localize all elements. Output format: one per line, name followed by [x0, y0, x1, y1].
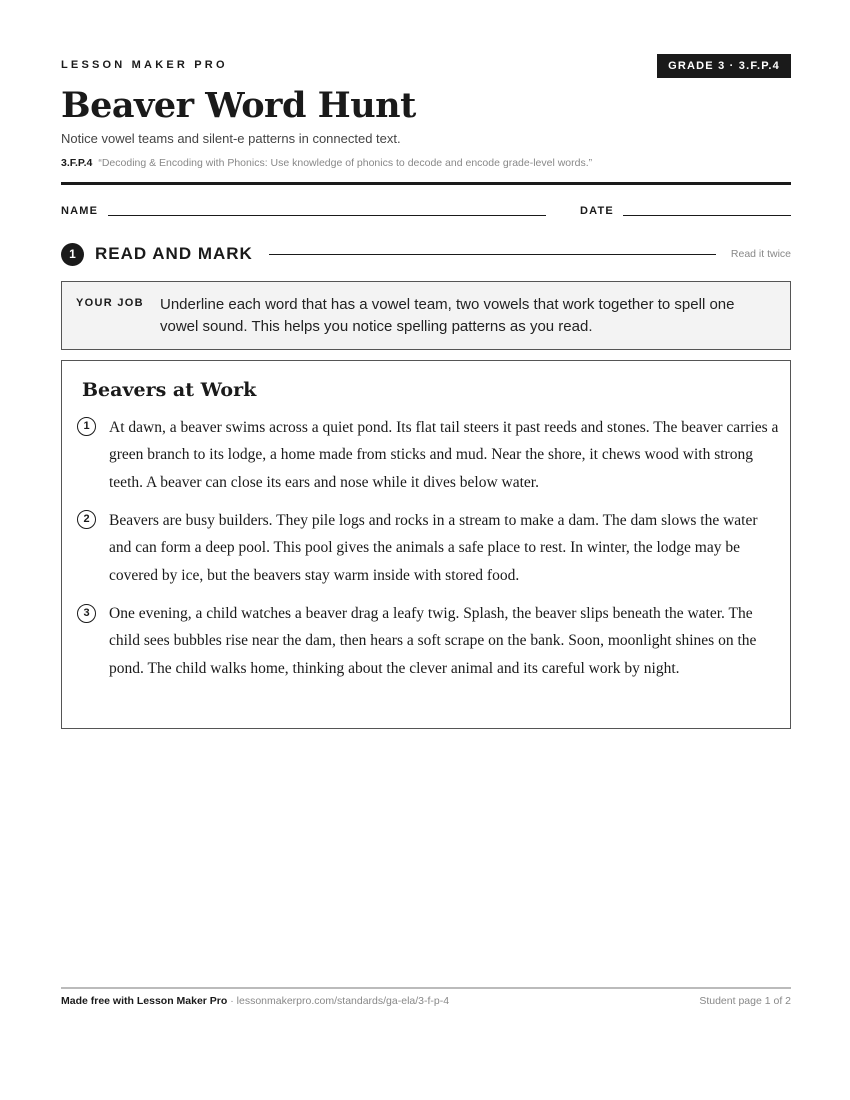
standard-line [61, 157, 592, 169]
section-rule [269, 254, 716, 255]
paragraph-number: 2 [77, 510, 96, 529]
paragraph-number: 1 [77, 417, 96, 436]
brand-name: LESSON MAKER PRO [61, 59, 228, 71]
footer-credit [61, 995, 449, 1007]
header-divider [61, 182, 791, 185]
name-label: NAME [61, 205, 99, 217]
footer-url[interactable]: lessonmakerpro.com/standards/ga-ela/3-f-p-4 [236, 995, 450, 1007]
worksheet-subtitle: Notice vowel teams and silent-e patterns in connected text. [61, 131, 401, 146]
passage-title: Beavers at Work [82, 379, 257, 401]
reading-passage [61, 360, 791, 729]
section-number-badge: 1 [61, 243, 84, 266]
date-field[interactable] [623, 215, 791, 216]
footer-page-info: Student page 1 of 2 [699, 995, 791, 1007]
section-note: Read it twice [730, 248, 791, 260]
job-text: Underline each word that has a vowel team, two vowels that work together to spell one vowel sound. This helps you notice spelling patterns as you read. [160, 296, 735, 335]
standard-code: 3.F.P.4 [61, 157, 93, 169]
passage-paragraph: Beavers are busy builders. They pile logs and rocks in a stream to make a dam. The dam slows the water and can form a deep pool. This pool gives the animals a safe place to rest. In winter, the lodge may be covered by ice, but the beavers stay warm inside with stored food. [109, 512, 758, 584]
passage-paragraph: At dawn, a beaver swims across a quiet pond. Its flat tail steers it past reeds and stones. The beaver carries a green branch to its lodge, a home made from sticks and mud. Near the shore, it chews wood with strong teeth. A beaver can close its ears and nose while it dives below water. [109, 419, 779, 491]
standard-text: “Decoding & Encoding with Phonics: Use knowledge of phonics to decode and encode grade-level words.” [98, 157, 593, 169]
worksheet-page [61, 0, 791, 1100]
passage-paragraph: One evening, a child watches a beaver drag a leafy twig. Splash, the beaver slips beneath the water. The child sees bubbles rise near the dam, then hears a soft scrape on the bank. Soon, moonlight shines on the pond. The child walks home, thinking about the clever animal and its careful work by night. [109, 605, 757, 677]
job-instructions-box [61, 281, 791, 350]
footer-separator: · [227, 995, 237, 1007]
name-field[interactable] [108, 215, 546, 216]
date-label: DATE [580, 205, 614, 217]
job-label: YOUR JOB [76, 297, 144, 309]
footer-divider [61, 987, 791, 989]
paragraph-number: 3 [77, 604, 96, 623]
worksheet-title: Beaver Word Hunt [61, 85, 416, 126]
grade-badge: GRADE 3 · 3.F.P.4 [657, 54, 791, 78]
section-title: READ AND MARK [95, 244, 253, 263]
footer-made-with: Made free with Lesson Maker Pro [61, 995, 228, 1007]
